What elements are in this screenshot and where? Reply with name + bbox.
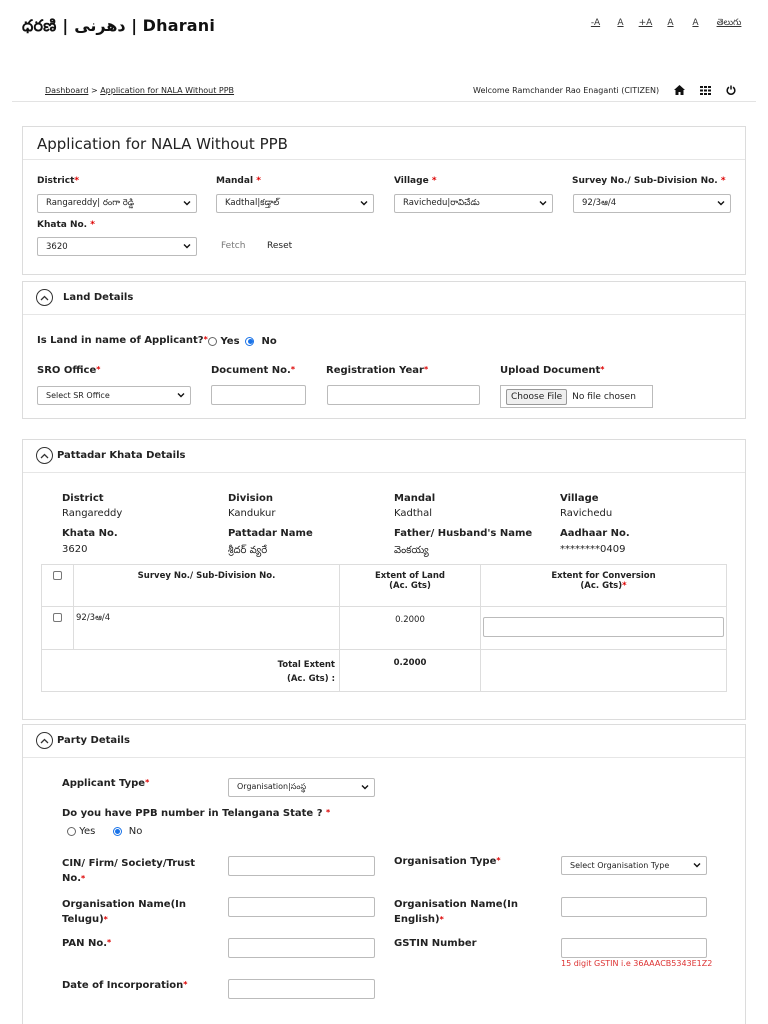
survey-table (41, 564, 727, 692)
ppb-radio-group (67, 826, 142, 837)
info-label-khata: Khata No. (62, 528, 118, 539)
village-label: Village * (394, 176, 437, 186)
cin-label: CIN/ Firm/ Society/Trust No.* (62, 858, 195, 884)
col-survey: Survey No./ Sub-Division No. (74, 565, 340, 607)
total-value: 0.2000 (340, 650, 481, 692)
home-icon[interactable] (672, 83, 686, 97)
welcome-text: Welcome Ramchander Rao Enaganti (CITIZEN) (473, 86, 660, 95)
total-label: Total Extent (Ac. Gts) : (42, 650, 340, 692)
pan-label: PAN No.* (62, 938, 112, 949)
select-all-cell (42, 565, 74, 607)
land-owner-yes-label: Yes (220, 336, 240, 347)
collapse-toggle-icon[interactable] (36, 732, 53, 749)
survey-select[interactable]: 92/3ఆ/4 (573, 194, 731, 213)
pan-input[interactable] (228, 938, 375, 958)
applicant-type-select[interactable]: Organisation|సంస్థ (228, 778, 375, 797)
pattadar-title: Pattadar Khata Details (57, 450, 186, 461)
extent-conversion-input[interactable] (483, 617, 724, 637)
survey-label: Survey No./ Sub-Division No. * (572, 176, 726, 186)
info-value-division: Kandukur (228, 508, 276, 519)
table-header-row (42, 565, 727, 607)
land-owner-radio-group (208, 336, 277, 347)
pattadar-header (23, 440, 745, 473)
table-row (42, 607, 727, 650)
font-size-controls (583, 18, 744, 30)
land-owner-no-radio[interactable] (245, 337, 254, 346)
file-status-text: No file chosen (572, 391, 636, 402)
land-owner-question: Is Land in name of Applicant?* (37, 335, 208, 346)
col-extent: Extent of Land (Ac. Gts) (340, 565, 481, 607)
info-value-aadhaar: ********0409 (560, 544, 626, 555)
sro-select[interactable]: Select SR Office (37, 386, 191, 405)
info-label-aadhaar: Aadhaar No. (560, 528, 630, 539)
language-link[interactable]: తెలుగు (716, 18, 742, 28)
info-label-division: Division (228, 493, 274, 504)
upload-document-field (500, 385, 653, 408)
cin-input[interactable] (228, 856, 375, 876)
breadcrumb-dashboard-link[interactable]: Dashboard (45, 86, 89, 95)
info-label-district: District (62, 493, 104, 504)
registration-year-label: Registration Year* (326, 365, 429, 376)
info-label-mandal: Mandal (394, 493, 436, 504)
org-type-select[interactable]: Select Organisation Type (561, 856, 707, 875)
row-survey: 92/3ఆ/4 (74, 607, 340, 650)
col-conversion: Extent for Conversion (Ac. Gts)* (481, 565, 727, 607)
font-decrease-button[interactable]: -A (590, 18, 601, 28)
ppb-yes-label: Yes (79, 826, 96, 837)
land-owner-no-label: No (261, 336, 277, 347)
contrast-button-1[interactable]: A (667, 18, 674, 28)
contrast-button-2[interactable]: A (692, 18, 699, 28)
gstin-input[interactable] (561, 938, 707, 958)
ppb-no-label: No (128, 826, 143, 837)
info-label-pattadar-name: Pattadar Name (228, 528, 313, 539)
application-card (22, 126, 746, 275)
page-title: Application for NALA Without PPB (37, 135, 288, 153)
collapse-toggle-icon[interactable] (36, 289, 53, 306)
document-no-label: Document No.* (211, 365, 296, 376)
land-details-title: Land Details (63, 292, 134, 303)
upload-document-label: Upload Document* (500, 365, 605, 376)
ppb-no-radio[interactable] (113, 827, 122, 836)
row-conversion-cell (481, 607, 727, 650)
document-no-input[interactable] (211, 385, 306, 405)
doi-input[interactable] (228, 979, 375, 999)
org-name-telugu-label: Organisation Name(In Telugu)* (62, 899, 186, 925)
village-select[interactable]: Ravichedu|రావిచేడు (394, 194, 553, 213)
gstin-hint: 15 digit GSTIN i.e 36AAACB5343E1Z2 (561, 959, 713, 968)
doi-label: Date of Incorporation* (62, 980, 188, 991)
org-name-english-input[interactable] (561, 897, 707, 917)
header-icons (672, 83, 738, 97)
gstin-label: GSTIN Number (394, 938, 477, 949)
info-label-village: Village (560, 493, 599, 504)
breadcrumb-separator: > (90, 86, 98, 95)
info-value-district: Rangareddy (62, 508, 123, 519)
breadcrumb (45, 86, 234, 95)
applicant-type-label: Applicant Type* (62, 778, 150, 789)
org-name-english-label: Organisation Name(In English)* (394, 899, 518, 925)
total-empty-cell (481, 650, 727, 692)
info-value-khata: 3620 (62, 544, 88, 555)
row-checkbox[interactable] (53, 613, 62, 622)
party-title: Party Details (57, 735, 130, 746)
chevron-down-icon (360, 199, 368, 210)
collapse-toggle-icon[interactable] (36, 447, 53, 464)
choose-file-button[interactable]: Choose File (506, 389, 567, 405)
table-total-row (42, 650, 727, 692)
chevron-down-icon (693, 861, 701, 871)
info-value-mandal: Kadthal (394, 508, 433, 519)
apps-grid-icon[interactable] (698, 83, 712, 97)
chevron-down-icon (183, 199, 191, 210)
chevron-down-icon (717, 199, 725, 210)
land-details-card (22, 281, 746, 419)
org-name-telugu-input[interactable] (228, 897, 375, 917)
ppb-question: Do you have PPB number in Telangana State ? * (62, 808, 331, 819)
site-brand: ధరణి | دھرنی | Dharani (22, 16, 216, 35)
ppb-yes-radio[interactable] (67, 827, 76, 836)
application-card-header (23, 127, 745, 160)
reset-button[interactable]: Reset (267, 241, 293, 251)
khata-label: Khata No. * (37, 220, 95, 230)
pattadar-card (22, 439, 746, 720)
font-increase-button[interactable]: +A (638, 18, 653, 28)
fetch-button[interactable]: Fetch (221, 241, 246, 251)
chevron-down-icon (183, 242, 191, 253)
chevron-down-icon (539, 199, 547, 210)
chevron-down-icon (361, 783, 369, 793)
registration-year-input[interactable] (327, 385, 480, 405)
info-label-father-name: Father/ Husband's Name (394, 528, 533, 539)
breadcrumb-current-link[interactable]: Application for NALA Without PPB (100, 86, 235, 95)
header-divider (12, 101, 756, 102)
power-icon[interactable] (724, 83, 738, 97)
district-label: District* (37, 176, 80, 186)
org-type-label: Organisation Type* (394, 856, 501, 867)
chevron-down-icon (177, 391, 185, 401)
sro-label: SRO Office* (37, 365, 101, 376)
party-card (22, 724, 746, 1024)
party-header (23, 725, 745, 758)
row-check-cell (42, 607, 74, 650)
font-normal-button[interactable]: A (617, 18, 624, 28)
khata-select[interactable]: 3620 (37, 237, 197, 256)
land-details-header (23, 282, 745, 315)
info-value-father-name: వెంకయ్య (394, 545, 429, 556)
mandal-select[interactable]: Kadthal|కడ్తాల్ (216, 194, 374, 213)
row-extent: 0.2000 (340, 607, 481, 650)
district-select[interactable]: Rangareddy| రంగా రెడ్డి (37, 194, 197, 213)
land-owner-yes-radio[interactable] (208, 337, 217, 346)
select-all-checkbox[interactable] (53, 571, 62, 580)
info-value-pattadar-name: శ్రీదర్ వ్యరే (228, 545, 268, 556)
mandal-label: Mandal * (216, 176, 261, 186)
info-value-village: Ravichedu (560, 508, 613, 519)
